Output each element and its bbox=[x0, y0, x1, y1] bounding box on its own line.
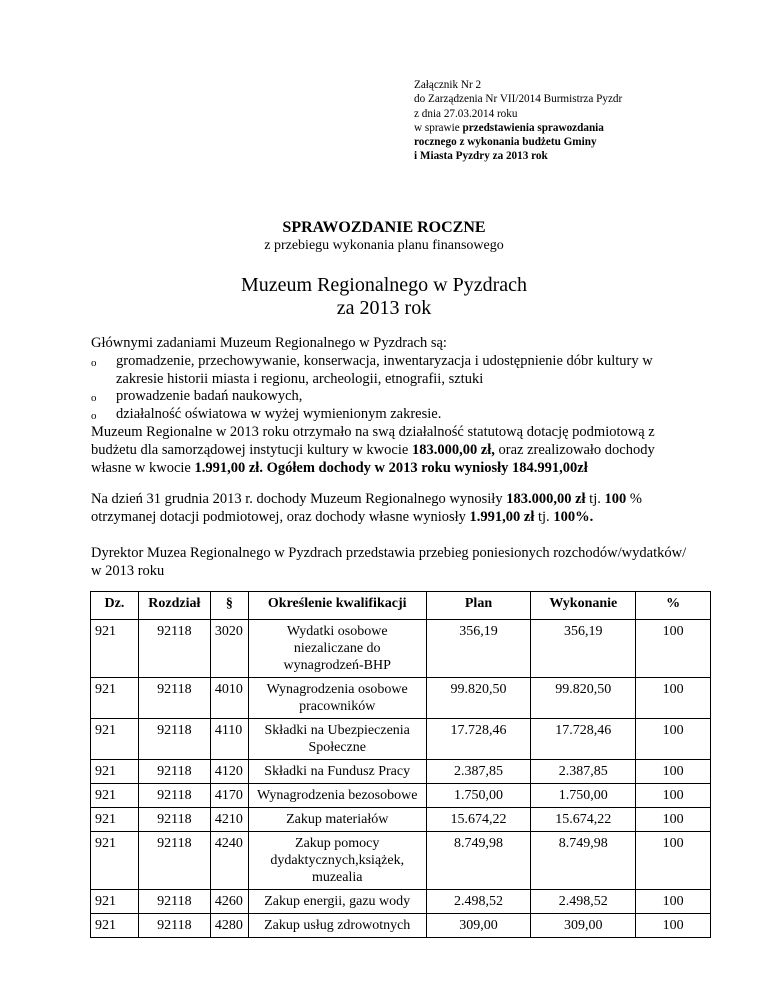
bullet-icon: o bbox=[91, 410, 97, 423]
text-run: Na dzień 31 grudnia 2013 r. dochody Muzeum Regionalnego wynosiły bbox=[91, 491, 507, 507]
table-row bbox=[91, 914, 711, 938]
table-cell-wykonanie: 8.749,98 bbox=[531, 832, 636, 890]
table-cell-rozdzial: 92118 bbox=[138, 719, 210, 760]
table-cell-pct: 100 bbox=[636, 678, 711, 719]
table-cell-par: 4170 bbox=[210, 784, 248, 808]
annex-header bbox=[414, 78, 622, 164]
expenses-table bbox=[90, 591, 711, 938]
table-cell-rozdzial: 92118 bbox=[138, 678, 210, 719]
table-cell-plan: 17.728,46 bbox=[426, 719, 531, 760]
table-cell-rozdzial: 92118 bbox=[138, 914, 210, 938]
income-summary-paragraph bbox=[91, 491, 691, 527]
text-run: tj. bbox=[585, 491, 605, 507]
table-cell-wykonanie: 15.674,22 bbox=[531, 808, 636, 832]
table-cell-rozdzial: 92118 bbox=[138, 620, 210, 678]
table-cell-dz: 921 bbox=[91, 760, 139, 784]
table-row bbox=[91, 620, 711, 678]
annex-line: do Zarządzenia Nr VII/2014 Burmistrza Pyzdr bbox=[414, 93, 623, 106]
bullet-icon: o bbox=[91, 392, 97, 405]
table-row bbox=[91, 678, 711, 719]
table-cell-wykonanie: 99.820,50 bbox=[531, 678, 636, 719]
text-run: tj. bbox=[534, 508, 554, 525]
table-cell-rozdzial: 92118 bbox=[138, 760, 210, 784]
tasks-intro: Głównymi zadaniami Muzeum Regionalnego w Pyzdrach są: bbox=[91, 335, 447, 351]
table-cell-pct: 100 bbox=[636, 620, 711, 678]
table-cell-wykonanie: 309,00 bbox=[531, 914, 636, 938]
table-cell-plan: 356,19 bbox=[426, 620, 531, 678]
table-cell-plan: 2.498,52 bbox=[426, 890, 531, 914]
table-cell-wykonanie: 356,19 bbox=[531, 620, 636, 678]
table-cell-pct: 100 bbox=[636, 719, 711, 760]
text-run: % otrzymanej dotacji podmiotowej, oraz dochody własne wyniosły bbox=[91, 491, 642, 525]
table-cell-dz: 921 bbox=[91, 808, 139, 832]
list-item-text: prowadzenie badań naukowych, bbox=[116, 388, 303, 405]
expenses-intro-paragraph: Dyrektor Muzea Regionalnego w Pyzdrach przedstawia przebieg poniesionych rozchodów/wydatków/ w 2013 roku bbox=[91, 545, 687, 579]
amount-bold: 183.000,00 zł, bbox=[411, 441, 495, 458]
table-row bbox=[91, 760, 711, 784]
museum-name: Muzeum Regionalnego w Pyzdrach bbox=[240, 274, 528, 296]
list-item-text: działalność oświatowa w wyżej wymienionym zakresie. bbox=[116, 406, 442, 423]
table-cell-pct: 100 bbox=[636, 914, 711, 938]
table-cell-plan: 2.387,85 bbox=[426, 760, 531, 784]
annex-line: Załącznik Nr 2 bbox=[414, 79, 482, 91]
table-cell-pct: 100 bbox=[636, 832, 711, 890]
table-cell-pct: 100 bbox=[636, 890, 711, 914]
table-cell-par: 4210 bbox=[210, 808, 248, 832]
table-cell-plan: 8.749,98 bbox=[426, 832, 531, 890]
table-cell-wykonanie: 2.387,85 bbox=[531, 760, 636, 784]
report-year: za 2013 rok bbox=[336, 297, 432, 319]
table-header-row bbox=[91, 592, 711, 620]
column-header: Wykonanie bbox=[531, 592, 636, 620]
report-title: SPRAWOZDANIE ROCZNE bbox=[282, 219, 486, 236]
list-item bbox=[91, 406, 691, 424]
table-cell-pct: 100 bbox=[636, 784, 711, 808]
table-cell-dz: 921 bbox=[91, 914, 139, 938]
table-cell-par: 4110 bbox=[210, 719, 248, 760]
table-cell-opis: Wydatki osobowe niezaliczane do wynagrodzeń-BHP bbox=[248, 620, 426, 678]
table-cell-rozdzial: 92118 bbox=[138, 832, 210, 890]
column-header: Rozdział bbox=[138, 592, 210, 620]
report-subtitle: z przebiegu wykonania planu finansowego bbox=[264, 238, 504, 253]
text-run: oraz zrealizowało dochody własne w kwocie bbox=[91, 441, 655, 476]
annex-line bbox=[414, 121, 622, 135]
table-cell-pct: 100 bbox=[636, 760, 711, 784]
bullet-icon: o bbox=[91, 356, 97, 369]
table-cell-dz: 921 bbox=[91, 784, 139, 808]
annex-text: w sprawie bbox=[414, 121, 463, 134]
table-cell-dz: 921 bbox=[91, 620, 139, 678]
table-cell-par: 4260 bbox=[210, 890, 248, 914]
table-cell-par: 4240 bbox=[210, 832, 248, 890]
table-cell-par: 4120 bbox=[210, 760, 248, 784]
table-row bbox=[91, 808, 711, 832]
table-cell-plan: 1.750,00 bbox=[426, 784, 531, 808]
list-item bbox=[91, 388, 691, 406]
table-cell-par: 4280 bbox=[210, 914, 248, 938]
amount-bold: 1.991,00 zł bbox=[469, 508, 535, 525]
table-cell-opis: Składki na Ubezpieczenia Społeczne bbox=[248, 719, 426, 760]
table-cell-plan: 99.820,50 bbox=[426, 678, 531, 719]
table-cell-plan: 309,00 bbox=[426, 914, 531, 938]
annex-line: rocznego z wykonania budżetu Gminy bbox=[414, 136, 597, 149]
table-cell-dz: 921 bbox=[91, 719, 139, 760]
table-cell-opis: Składki na Fundusz Pracy bbox=[248, 760, 426, 784]
table-cell-rozdzial: 92118 bbox=[138, 808, 210, 832]
table-cell-par: 3020 bbox=[210, 620, 248, 678]
text-run: Muzeum Regionalne w 2013 roku otrzymało na swą działalność statutową dotację podmiotową z budżetu dla samorządowej instytucji kultury w kwocie bbox=[91, 423, 655, 458]
list-item bbox=[91, 353, 691, 389]
table-cell-wykonanie: 1.750,00 bbox=[531, 784, 636, 808]
table-cell-rozdzial: 92118 bbox=[138, 784, 210, 808]
table-row bbox=[91, 784, 711, 808]
annex-line: z dnia 27.03.2014 roku bbox=[414, 107, 518, 120]
percent-bold: 100%. bbox=[553, 508, 594, 525]
table-cell-dz: 921 bbox=[91, 832, 139, 890]
table-cell-par: 4010 bbox=[210, 678, 248, 719]
table-row bbox=[91, 890, 711, 914]
table-cell-opis: Zakup pomocy dydaktycznych,książek, muzealia bbox=[248, 832, 426, 890]
table-cell-dz: 921 bbox=[91, 678, 139, 719]
table-cell-plan: 15.674,22 bbox=[426, 808, 531, 832]
column-header: Dz. bbox=[91, 592, 139, 620]
table-cell-dz: 921 bbox=[91, 890, 139, 914]
amount-bold: 183.000,00 zł bbox=[506, 491, 586, 507]
tasks-paragraph bbox=[91, 335, 691, 477]
table-cell-opis: Zakup energii, gazu wody bbox=[248, 890, 426, 914]
percent-bold: 100 bbox=[604, 491, 627, 507]
table-cell-opis: Wynagrodzenia bezosobowe bbox=[248, 784, 426, 808]
table-cell-opis: Zakup usług zdrowotnych bbox=[248, 914, 426, 938]
annex-text-bold: przedstawienia sprawozdania bbox=[462, 121, 604, 134]
table-cell-opis: Zakup materiałów bbox=[248, 808, 426, 832]
column-header: Plan bbox=[426, 592, 531, 620]
amount-bold: 1.991,00 zł. Ogółem dochody w 2013 roku wyniosły 184.991,00zł bbox=[194, 459, 588, 476]
list-item-text: gromadzenie, przechowywanie, konserwacja, inwentaryzacja i udostępnienie dóbr kultury w zakresie historii miasta i regionu, archeologii, etnografii, sztuki bbox=[116, 352, 653, 387]
table-row bbox=[91, 719, 711, 760]
table-cell-pct: 100 bbox=[636, 808, 711, 832]
column-header: § bbox=[210, 592, 248, 620]
annex-line: i Miasta Pyzdry za 2013 rok bbox=[414, 150, 548, 163]
table-row bbox=[91, 832, 711, 890]
column-header: Określenie kwalifikacji bbox=[248, 592, 426, 620]
table-cell-wykonanie: 17.728,46 bbox=[531, 719, 636, 760]
table-cell-opis: Wynagrodzenia osobowe pracowników bbox=[248, 678, 426, 719]
column-header: % bbox=[636, 592, 711, 620]
income-text bbox=[91, 424, 691, 477]
table-cell-wykonanie: 2.498,52 bbox=[531, 890, 636, 914]
table-cell-rozdzial: 92118 bbox=[138, 890, 210, 914]
museum-title bbox=[0, 274, 768, 320]
